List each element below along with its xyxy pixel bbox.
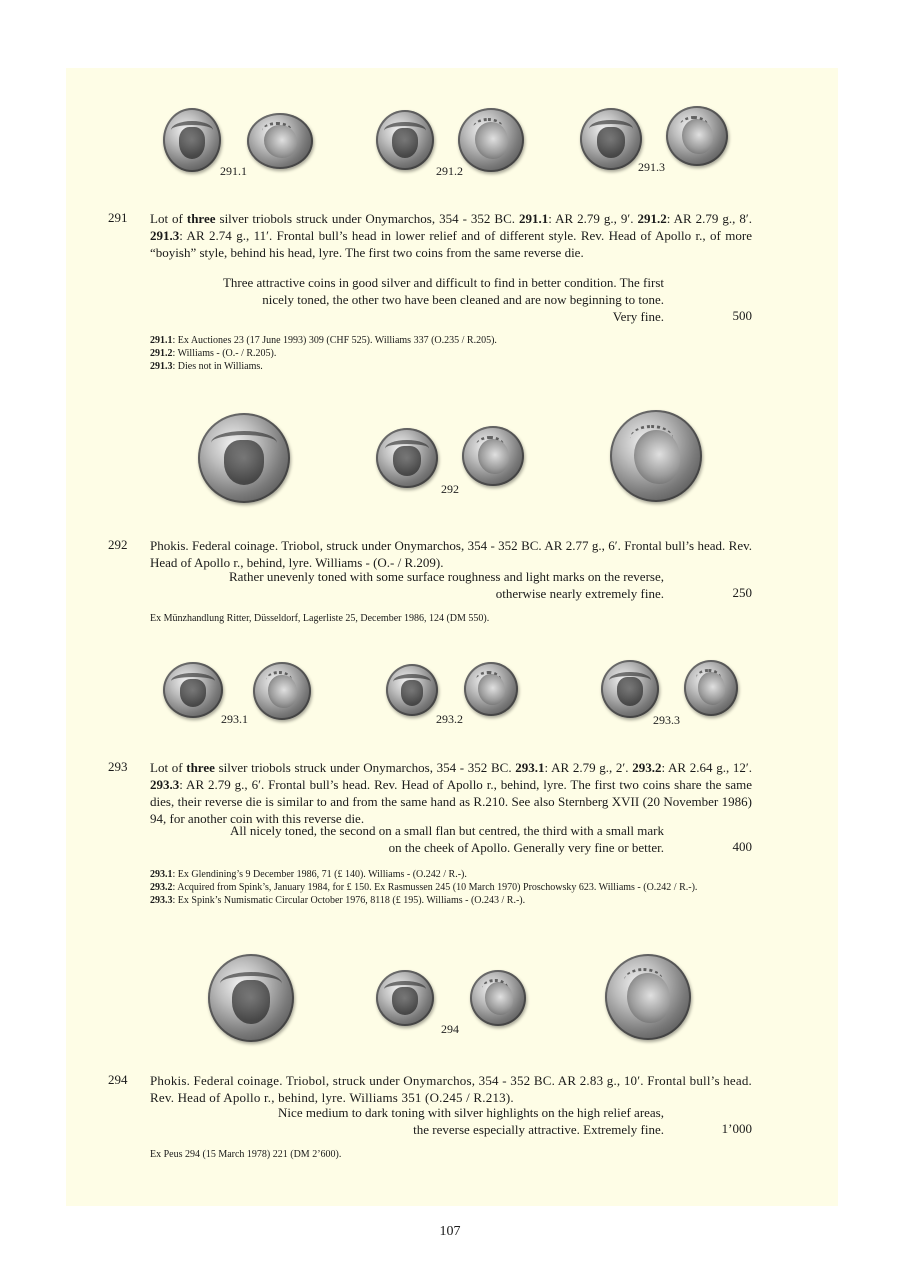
coin-label: 291.2: [436, 164, 463, 178]
lot-price: 400: [732, 839, 752, 854]
coin-label: 294: [441, 1022, 459, 1036]
lot-price: 250: [732, 585, 752, 600]
lot-description: Phokis. Federal coinage. Triobol, struck under Onymarchos, 354 - 352 BC. AR 2.77 g., 6′. Frontal bull’s head. Rev. Head of Apollo r., behind, lyre. Williams - (O.- / R.209).: [150, 538, 752, 570]
lot-description: Lot of three silver triobols struck under Onymarchos, 354 - 352 BC. 293.1: AR 2.79 g., 2′. 293.2: AR 2.64 g., 12′. 293.3: AR 2.79 g., 6′. Frontal bull’s head. Rev. Head of Apollo r., behind, lyre. The first two coins share the same dies, their reverse die is similar to and from the same hand as R.210. See also Sternberg XVII (20 November 1986) 94, for another coin with this reverse die.: [150, 760, 752, 826]
lot-number: 291: [108, 210, 128, 225]
lot-price: 500: [732, 308, 752, 323]
coin-292-reverse: [462, 426, 524, 486]
lot-number: 293: [108, 759, 128, 774]
lot-number: 294: [108, 1072, 128, 1087]
coin-291-2-reverse: [458, 108, 524, 172]
lot-number: 292: [108, 537, 128, 552]
page-number: 107: [439, 1224, 461, 1239]
coin-label: 291.3: [638, 160, 665, 174]
coin-label: 293.3: [653, 713, 680, 727]
coin-294-reverse: [470, 970, 526, 1026]
coin-293-2-obverse: [386, 664, 438, 716]
lot-references: 291.1: Ex Auctiones 23 (17 June 1993) 309 (CHF 525). Williams 337 (O.235 / R.205). 291.2: Williams - (O.- / R.205). 291.3: Dies not in Williams.: [150, 335, 497, 372]
coin-291-2-obverse: [376, 110, 434, 170]
lot-condition: Three attractive coins in good silver and difficult to find in better condition. The first nicely toned, the other two have been cleaned and are now beginning to tone. Very fine.: [222, 275, 664, 324]
coin-293-3-obverse: [601, 660, 659, 718]
coin-291-3-reverse: [666, 106, 728, 166]
coin-293-2-reverse: [464, 662, 518, 716]
coin-293-1-obverse: [163, 662, 223, 718]
coin-292-obverse: [376, 428, 438, 488]
lot-description: Phokis. Federal coinage. Triobol, struck under Onymarchos, 354 - 352 BC. AR 2.83 g., 10′. Frontal bull’s head. Rev. Head of Apollo r., behind, lyre. Williams 351 (O.245 / R.213).: [150, 1073, 752, 1105]
coin-291-3-obverse: [580, 108, 642, 170]
coin-291-1-reverse: [247, 113, 313, 169]
coin-292-enlarged-reverse: [610, 410, 702, 502]
coin-label: 291.1: [220, 164, 247, 178]
lot-price: 1’000: [721, 1121, 752, 1136]
coin-294-enlarged-obverse: [208, 954, 294, 1042]
lot-condition: All nicely toned, the second on a small flan but centred, the third with a small mark on the cheek of Apollo. Generally very fine or better.: [230, 823, 664, 855]
lot-references: Ex Münzhandlung Ritter, Düsseldorf, Lagerliste 25, December 1986, 124 (DM 550).: [150, 613, 490, 624]
coin-293-1-reverse: [253, 662, 311, 720]
coin-label: 292: [441, 482, 459, 496]
coin-294-obverse: [376, 970, 434, 1026]
coin-294-enlarged-reverse: [605, 954, 691, 1040]
coin-label: 293.1: [221, 712, 248, 726]
coin-292-enlarged-obverse: [198, 413, 290, 503]
lot-description: Lot of three silver triobols struck under Onymarchos, 354 - 352 BC. 291.1: AR 2.79 g., 9′. 291.2: AR 2.79 g., 8′. 291.3: AR 2.74 g., 11′. Frontal bull’s head in lower relief and of different style. Rev. Head of Apollo r., of more “boyish” style, behind his head, lyre. The first two coins from the same reverse die.: [150, 211, 752, 260]
lot-references: 293.1: Ex Glendining’s 9 December 1986, 71 (£ 140). Williams - (O.242 / R.-). 293.2: Acquired from Spink’s, January 1984, for £ 150. Ex Rasmussen 245 (10 March 1970) Proschowsky 623. Williams - (O.242 / R.-). 293.3: Ex Spink’s Numismatic Circular October 1976, 8118 (£ 195). Williams - (O.243 / R.-).: [150, 869, 698, 906]
coin-label: 293.2: [436, 712, 463, 726]
lot-references: Ex Peus 294 (15 March 1978) 221 (DM 2’600).: [150, 1149, 342, 1160]
lot-condition: Nice medium to dark toning with silver highlights on the high relief areas, the reverse especially attractive. Extremely fine.: [278, 1105, 664, 1137]
coin-293-3-reverse: [684, 660, 738, 716]
coin-291-1-obverse: [163, 108, 221, 172]
lot-condition: Rather unevenly toned with some surface roughness and light marks on the reverse, otherwise nearly extremely fine.: [228, 569, 664, 601]
